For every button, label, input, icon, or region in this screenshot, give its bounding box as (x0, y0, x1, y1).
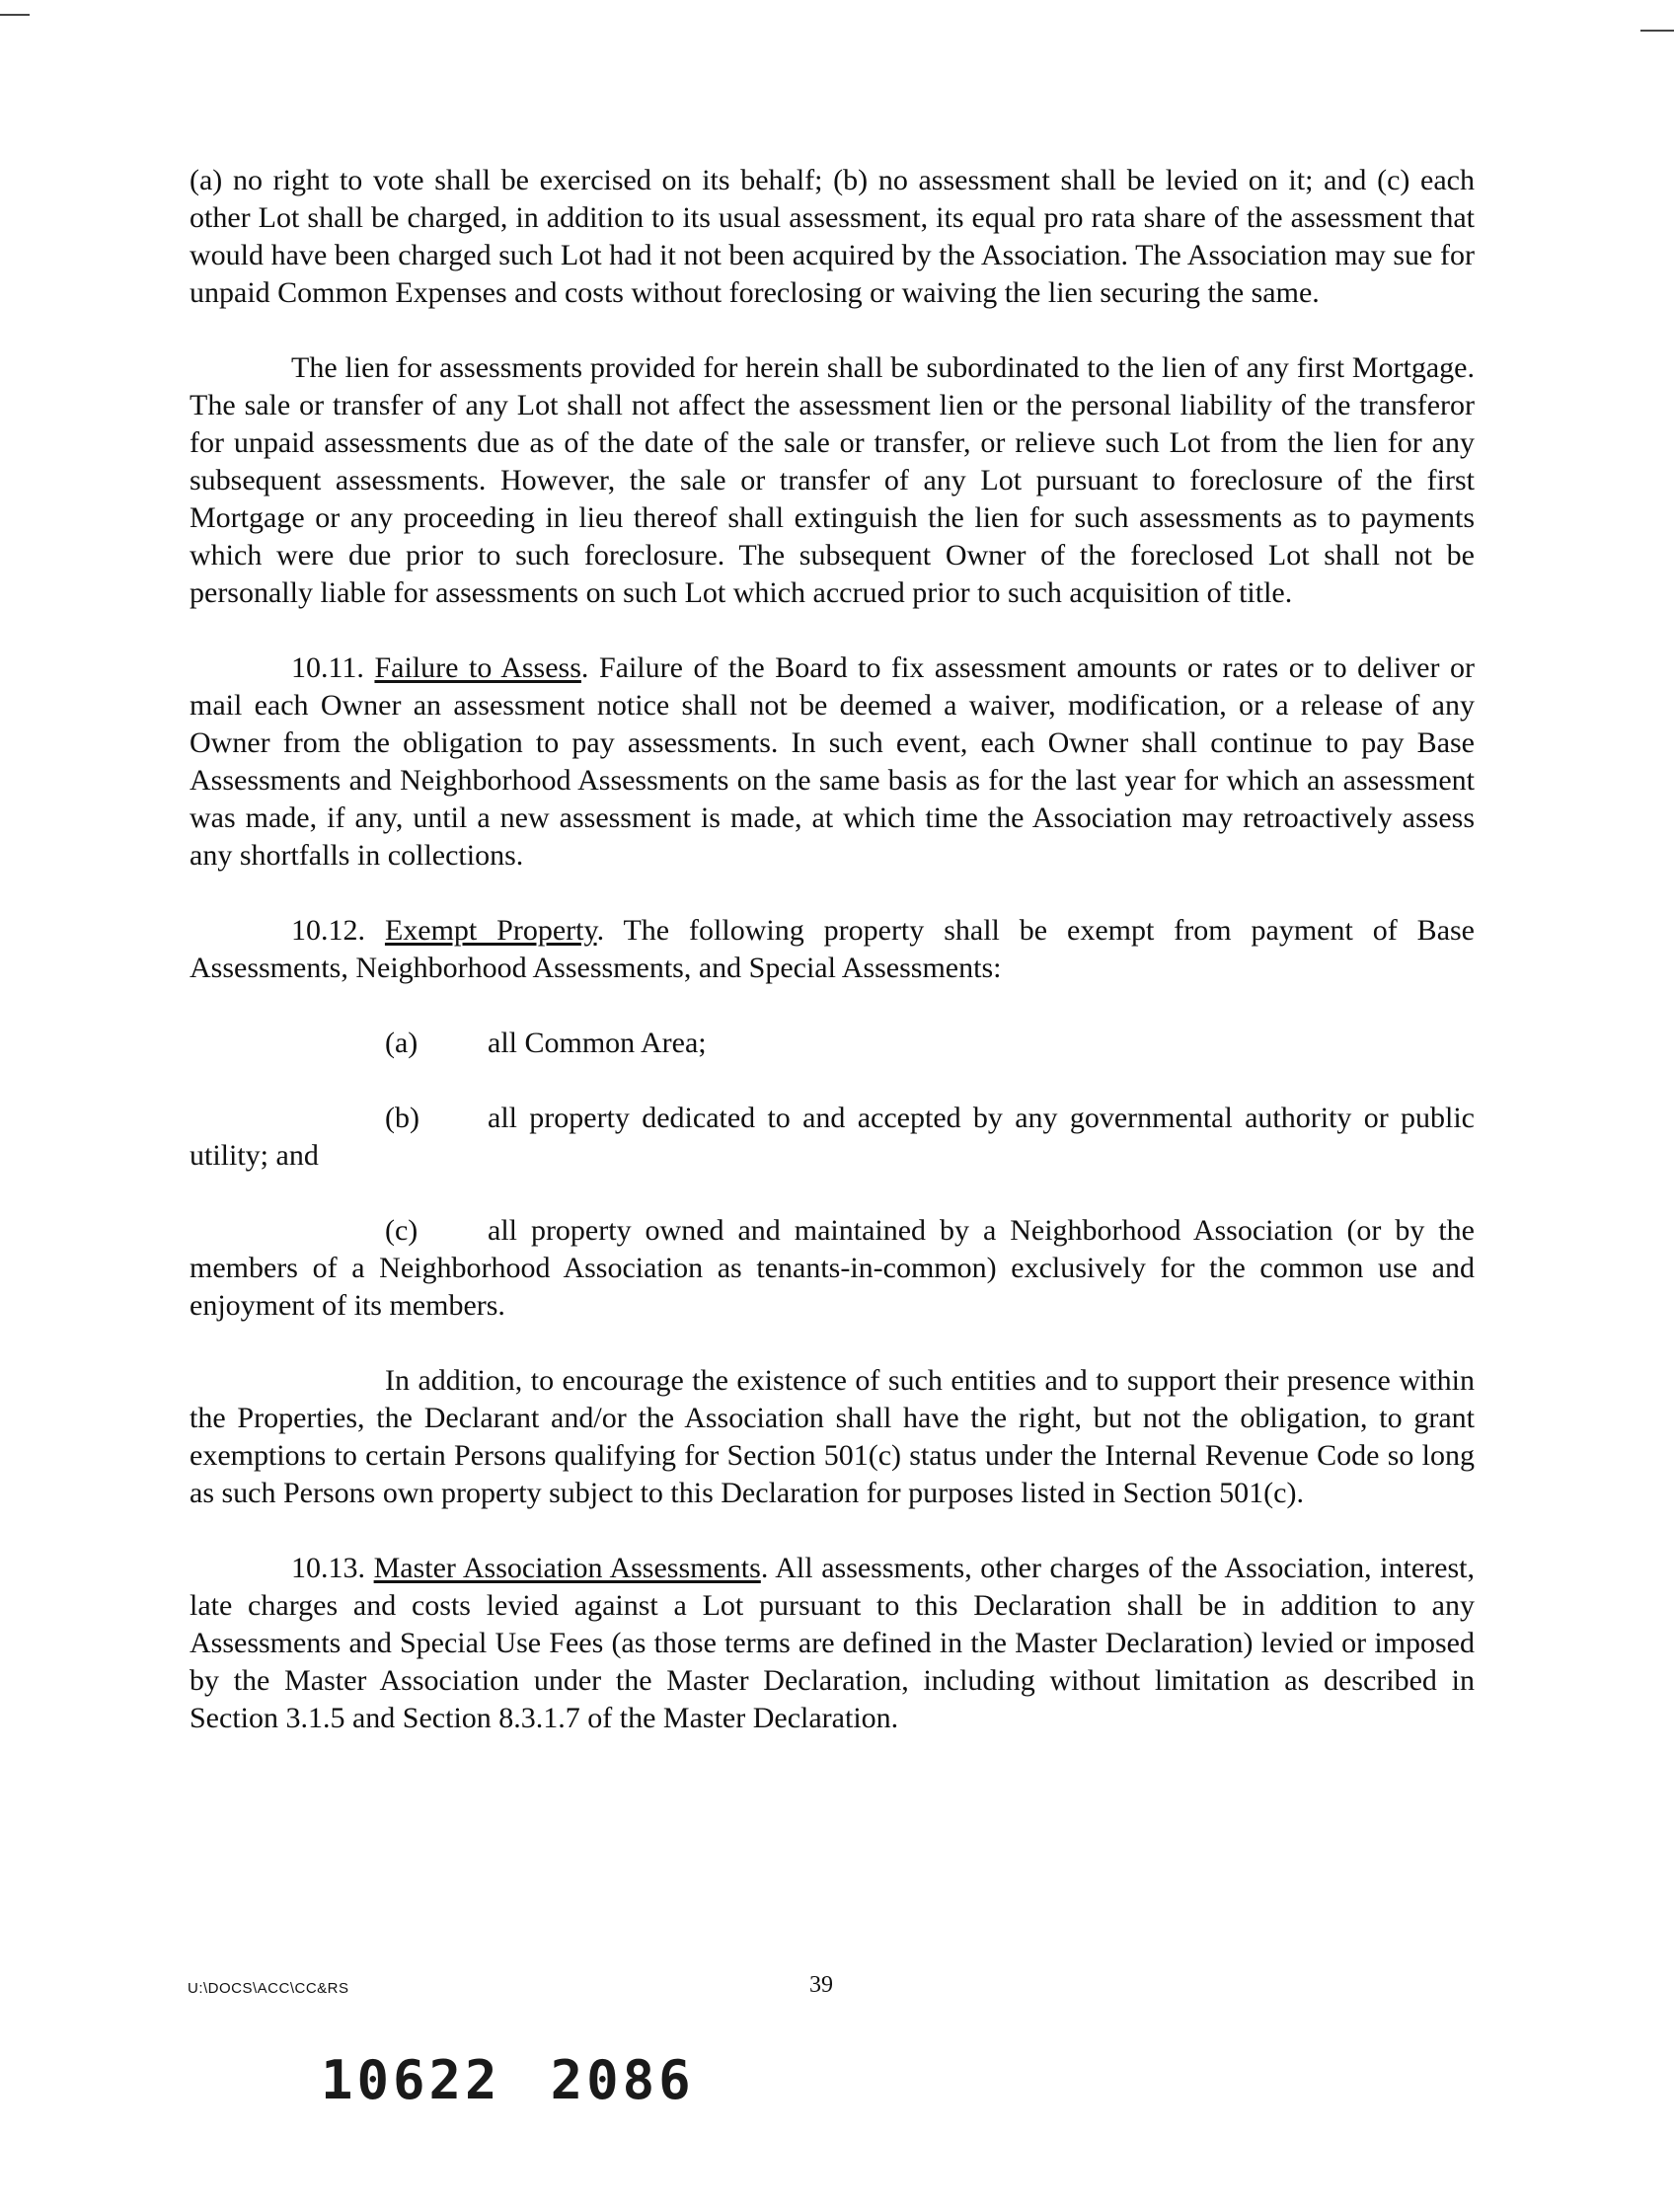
list-item-label: (c) (385, 1214, 418, 1247)
section-10-12: 10.12. Exempt Property. The following property shall be exempt from payment of Base Assessments, Neighborhood Assessments, and Special Assessments: (190, 914, 1476, 984)
section-heading: Master Association Assessments (373, 1552, 761, 1584)
document-body (190, 162, 1475, 1737)
section-text: All assessments, other charges of the Association, interest, late charges and costs levied against a Lot pursuant to this Declaration shall be in addition to any Assessments and Special Use Fees (as those terms are defined in the Master Declaration) levied or imposed by the Master Association under the Master Declaration, including without limitation as described in Section 3.1.5 and Section 8.3.1.7 of the Master Declaration. (190, 1552, 1475, 1734)
section-text: The following property shall be exempt from payment of Base Assessments, Neighborhood Assessments, and Special Assessments: (190, 914, 1476, 984)
paragraph-exemptions: In addition, to encourage the existence of such entities and to support their presence within the Properties, the Declarant and/or the Association shall have the right, but not the obligation, to grant exemptions to certain Persons qualifying for Section 501(c) status under the Internal Revenue Code so long as such Persons own property subject to this Declaration for purposes listed in Section 501(c). (190, 1364, 1475, 1509)
list-item-text: all property dedicated to and accepted by any governmental authority or public utility; and (190, 1102, 1475, 1172)
section-number: 10.11. (291, 651, 364, 684)
stamp-book-number: 10622 (321, 2049, 501, 2111)
list-item-label: (b) (385, 1102, 419, 1134)
section-number: 10.12. (291, 914, 365, 947)
recording-stamp (321, 2049, 695, 2111)
list-item (190, 1212, 1475, 1325)
paragraph-lien-subordination: The lien for assessments provided for herein shall be subordinated to the lien of any first Mortgage. The sale or transfer of any Lot shall not affect the assessment lien or the personal liability of the transferor for unpaid assessments due as of the date of the sale or transfer, or relieve such Lot from the lien for any subsequent assessments. However, the sale or transfer of any Lot pursuant to foreclosure of the first Mortgage or any proceeding in lieu thereof shall extinguish the lien for such assessments as to payments which were due prior to such foreclosure. The subsequent Owner of the foreclosed Lot shall not be personally liable for assessments on such Lot which accrued prior to such acquisition of title. (190, 351, 1475, 609)
list-item-text: all Common Area; (488, 1027, 707, 1059)
section-heading: Failure to Assess (374, 651, 581, 684)
section-number: 10.13. (291, 1552, 365, 1584)
page-number: 39 (809, 1972, 833, 1998)
section-text: Failure of the Board to fix assessment amounts or rates or to deliver or mail each Owner an assessment notice shall not be deemed a waiver, modification, or a release of any Owner from the obligation to pay assessments. In such event, each Owner shall continue to pay Base Assessments and Neighborhood Assessments on the same basis as for the last year for which an assessment was made, if any, until a new assessment is made, at which time the Association may retroactively assess any shortfalls in collections. (190, 651, 1476, 872)
scan-edge-mark (1640, 30, 1674, 32)
list-item-text: all property owned and maintained by a Neighborhood Association (or by the members of a Neighborhood Association as tenants-in-common) exclusively for the common use and enjoyment of its members. (190, 1214, 1475, 1322)
scan-edge-mark (0, 14, 30, 16)
list-item (190, 1025, 1475, 1062)
paragraph-continuation: (a) no right to vote shall be exercised on its behalf; (b) no assessment shall be levied on it; and (c) each other Lot shall be charged, in addition to its usual assessment, its equal pro rata share of the assessment that would have been charged such Lot had it not been acquired by the Association. The Association may sue for unpaid Common Expenses and costs without foreclosing or waiving the lien securing the same. (190, 164, 1475, 309)
footer-file-path: U:\DOCS\ACC\CC&RS (188, 1980, 349, 1997)
section-heading: Exempt Property (384, 914, 597, 947)
section-10-13: 10.13. Master Association Assessments. All assessments, other charges of the Association, interest, late charges and costs levied against a Lot pursuant to this Declaration shall be in addition to any Assessments and Special Use Fees (as those terms are defined in the Master Declaration) levied or imposed by the Master Association under the Master Declaration, including without limitation as described in Section 3.1.5 and Section 8.3.1.7 of the Master Declaration. (190, 1552, 1475, 1734)
list-item (190, 1100, 1475, 1175)
list-item-label: (a) (385, 1027, 418, 1059)
section-10-11: 10.11. Failure to Assess. Failure of the Board to fix assessment amounts or rates or to deliver or mail each Owner an assessment notice shall not be deemed a waiver, modification, or a release of any Owner from the obligation to pay assessments. In such event, each Owner shall continue to pay Base Assessments and Neighborhood Assessments on the same basis as for the last year for which an assessment was made, if any, until a new assessment is made, at which time the Association may retroactively assess any shortfalls in collections. (190, 651, 1476, 872)
stamp-page-number: 2086 (550, 2049, 695, 2111)
